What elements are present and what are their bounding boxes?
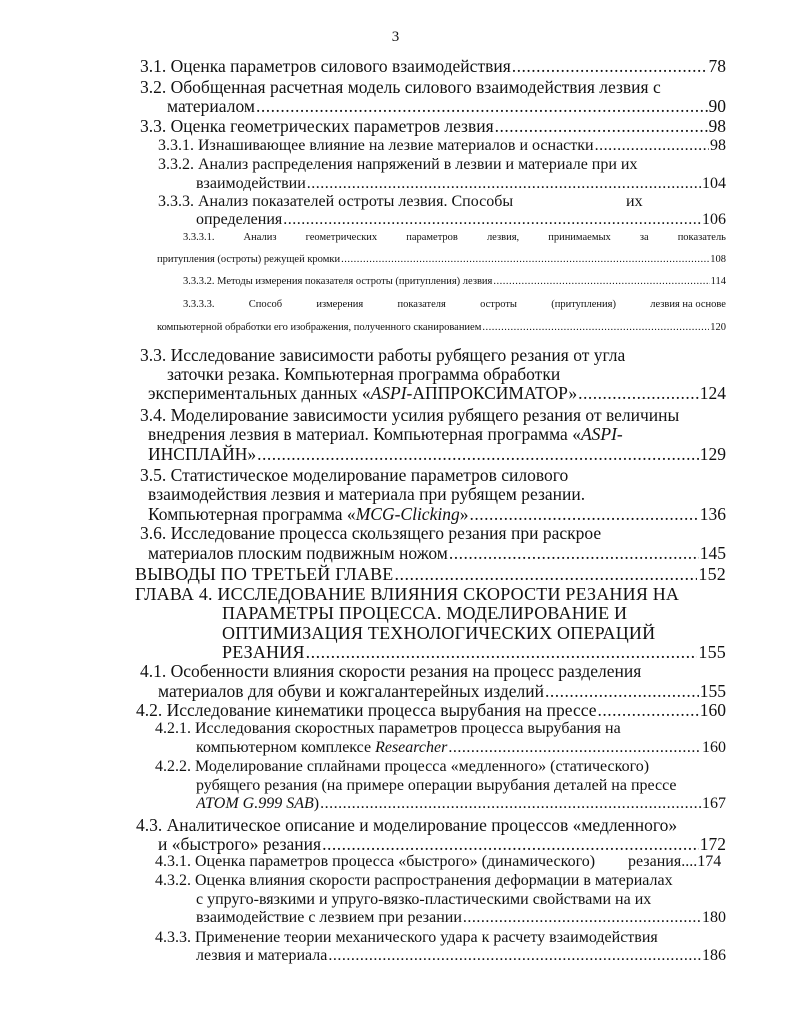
toc-entry-3-2-line1[interactable]: 3.2. Обобщенная расчетная модель силового взаимодействия лезвия с: [140, 77, 661, 97]
toc-entry-title: ВЫВОДЫ ПО ТРЕТЬЕЙ ГЛАВЕ: [135, 564, 394, 584]
dot-leader: [578, 383, 699, 403]
dot-leader: [512, 56, 708, 76]
toc-page-number: 78: [708, 56, 726, 76]
toc-chapter-4-line2[interactable]: ПАРАМЕТРЫ ПРОЦЕССА. МОДЕЛИРОВАНИЕ И: [222, 603, 628, 623]
toc-entry-3-4-line1[interactable]: 3.4. Моделирование зависимости усилия рубящего резания от величины: [140, 405, 680, 425]
toc-entry-3-2[interactable]: [167, 96, 726, 116]
toc-page-number: 155: [699, 681, 726, 701]
toc-entry-title: взаимодействии: [196, 175, 306, 192]
toc-entry-4-3-2-line1[interactable]: 4.3.2. Оценка влияния скорости распространения деформации в материалах: [155, 872, 673, 889]
dot-leader: [597, 700, 698, 720]
word: остроты: [480, 299, 517, 310]
toc-page-number: 108: [710, 254, 726, 265]
toc-entry-3-1[interactable]: [140, 56, 726, 76]
toc-entry-4-2-1-line1[interactable]: 4.2.1. Исследования скоростных параметров процесса вырубания на: [155, 720, 621, 737]
toc-entry-4-1[interactable]: [158, 681, 726, 701]
toc-entry-title: материалом: [167, 96, 255, 116]
toc-entry-3-4-line2[interactable]: внедрения лезвия в материал. Компьютерная программа «ASPI-: [148, 424, 623, 444]
dot-leader: [283, 210, 701, 230]
word: геометрических: [305, 232, 378, 243]
toc-page-number: 124: [699, 383, 726, 403]
toc-entry-conclusions[interactable]: [135, 564, 726, 584]
toc-page-number: 180: [702, 909, 726, 926]
toc-entry-3-3-2[interactable]: [196, 174, 726, 194]
toc-entry-4-2-2-line1[interactable]: 4.2.2. Моделирование сплайнами процесса «медленного» (статического): [155, 758, 650, 775]
toc-entry-3-3-3-1-line1[interactable]: [183, 228, 726, 248]
toc-entry-3-3-3-3-line1[interactable]: [183, 295, 726, 315]
word: (притупления): [551, 299, 616, 310]
toc-entry-3-3-2-line1[interactable]: 3.3.2. Анализ распределения напряжений в лезвии и материале при их: [158, 156, 638, 173]
toc-entry-title: Компьютерная программа «MCG-Clicking»: [148, 504, 469, 524]
toc-page-number: 160: [699, 700, 726, 720]
toc-entry-title-end: резания....174: [628, 853, 722, 870]
toc-entry-4-3-1[interactable]: [155, 852, 726, 872]
toc-entry-title: экспериментальных данных «ASPI-АППРОКСИМАТОР»: [148, 383, 578, 403]
toc-entry-3-3-3-1[interactable]: [157, 250, 726, 270]
word: показатель: [677, 232, 726, 243]
toc-entry-title: 3.3.1. Изнашивающее влияние на лезвие материалов и оснастки: [158, 137, 594, 154]
dot-leader: [449, 543, 699, 563]
toc-entry-3-5-line1[interactable]: 3.5. Статистическое моделирование параметров силового: [140, 465, 569, 485]
toc-entry-3-3[interactable]: [140, 116, 726, 136]
toc-entry-4-2-2-line2[interactable]: рубящего резания (на примере операции вырубания деталей на прессе: [196, 777, 677, 794]
dot-leader: [469, 504, 698, 524]
toc-page-number: 136: [699, 504, 726, 524]
toc-page-number: 98: [708, 116, 726, 136]
toc-entry-4-3-2-line2[interactable]: с упруго-вязкими и упруго-вязко-пластическими свойствами на их: [196, 891, 652, 908]
toc-page-number: 114: [710, 276, 726, 287]
toc-entry-title: 4.3.1. Оценка параметров процесса «быстрого» (динамического): [155, 853, 596, 870]
toc-entry-3-6[interactable]: [148, 543, 726, 563]
dot-leader: [257, 444, 699, 464]
word: лезвия на основе: [650, 299, 726, 310]
dot-leader: [595, 136, 709, 156]
toc-entry-title: и «быстрого» резания: [158, 834, 322, 854]
toc-page-number: 104: [702, 175, 726, 192]
toc-page-number: 155: [698, 642, 726, 662]
toc-entry-4-2[interactable]: [136, 700, 726, 720]
toc-entry-3-3b[interactable]: [148, 383, 726, 403]
toc-entry-3-3-3-3[interactable]: [157, 318, 726, 338]
dot-leader: [306, 642, 698, 662]
dot-leader: [482, 318, 709, 338]
toc-page-number: 174: [697, 853, 722, 870]
word: 3.3.3.1.: [183, 232, 215, 243]
toc-entry-4-1-line1[interactable]: 4.1. Особенности влияния скорости резания на процесс разделения: [140, 661, 642, 681]
toc-entry-4-3[interactable]: [158, 834, 726, 854]
dot-leader: [322, 834, 699, 854]
dot-leader: [307, 174, 701, 194]
toc-entry-title: притупления (остроты) режущей кромки: [157, 254, 341, 265]
dot-leader: [256, 96, 708, 116]
toc-page-number: 106: [702, 211, 726, 228]
toc-page-number: 167: [702, 795, 726, 812]
toc-entry-3-4[interactable]: [148, 444, 726, 464]
toc-entry-4-3-2[interactable]: [196, 908, 726, 928]
toc-page-number: 186: [702, 947, 726, 964]
word: лезвия,: [486, 232, 520, 243]
toc-entry-3-3b-line2[interactable]: заточки резака. Компьютерная программа обработки: [167, 364, 561, 384]
toc-entry-title: материалов плоским подвижным ножом: [148, 543, 448, 563]
dot-leader: [320, 794, 701, 814]
toc-page-number: 160: [702, 739, 726, 756]
dot-leader: [493, 272, 709, 292]
dot-leader: [545, 681, 699, 701]
dot-leader: [341, 250, 709, 270]
word: принимаемых: [548, 232, 611, 243]
toc-entry-4-3-3[interactable]: [196, 946, 726, 966]
toc-entry-title: 4.2. Исследование кинематики процесса вырубания на прессе: [136, 700, 597, 720]
toc-entry-title: 3.3. Оценка геометрических параметров лезвия: [140, 116, 494, 136]
page-number: 3: [391, 29, 400, 45]
toc-chapter-4[interactable]: [222, 642, 726, 662]
toc-page-number: 120: [710, 322, 726, 333]
toc-entry-title: компьютерной обработки его изображения, полученного сканированием: [157, 322, 482, 333]
toc-entry-title: определения: [196, 211, 283, 228]
toc-entry-3-3-3-2[interactable]: [183, 272, 726, 292]
toc-entry-4-3-line1[interactable]: 4.3. Аналитическое описание и моделирование процессов «медленного»: [136, 815, 678, 835]
word: параметров: [406, 232, 458, 243]
dot-leader: [463, 908, 701, 928]
word: 3.3.3.3.: [183, 299, 215, 310]
toc-entry-title: взаимодействие с лезвием при резании: [196, 909, 462, 926]
word: измерения: [316, 299, 364, 310]
toc-entry-3-3-3[interactable]: [196, 210, 726, 230]
dot-leader: [328, 946, 701, 966]
toc-entry-3-5-line2[interactable]: взаимодействия лезвия и материала при рубящем резании.: [148, 484, 586, 504]
toc-page-number: 129: [699, 444, 726, 464]
toc-entry-4-2-1[interactable]: [196, 738, 726, 758]
word: Анализ: [243, 232, 277, 243]
toc-entry-title: ATOM G.999 SAB): [196, 795, 320, 812]
toc-entry-title: компьютерном комплексе Researcher: [196, 739, 448, 756]
toc-entry-3-3b-line1[interactable]: 3.3. Исследование зависимости работы рубящего резания от угла: [140, 345, 626, 365]
toc-entry-title: 3.3.3.2. Методы измерения показателя остроты (притупления) лезвия: [183, 276, 493, 287]
toc-entry-3-5[interactable]: [148, 504, 726, 524]
dot-leader: [394, 564, 697, 584]
toc-entry-3-3-1[interactable]: [158, 136, 726, 156]
toc-entry-4-3-3-line1[interactable]: 4.3.3. Применение теории механического удара к расчету взаимодействия: [155, 929, 658, 946]
toc-entry-3-3-3-line1[interactable]: [158, 192, 646, 212]
toc-entry-title: РЕЗАНИЯ: [222, 642, 305, 662]
toc-chapter-4-line3[interactable]: ОПТИМИЗАЦИЯ ТЕХНОЛОГИЧЕСКИХ ОПЕРАЦИЙ: [222, 623, 656, 643]
toc-entry-3-6-line1[interactable]: 3.6. Исследование процесса скользящего резания при раскрое: [140, 523, 602, 543]
toc-entry-title: лезвия и материала: [196, 947, 328, 964]
toc-page-number: 145: [699, 543, 726, 563]
toc-entry-title: материалов для обуви и кожгалантерейных изделий: [158, 681, 545, 701]
word: Способ: [248, 299, 283, 310]
word: показателя: [397, 299, 446, 310]
toc-page-number: 90: [708, 96, 726, 116]
toc-entry-title-end: их: [626, 193, 643, 210]
toc-page-number: 172: [699, 834, 726, 854]
dot-leader: [495, 116, 708, 136]
toc-entry-4-2-2[interactable]: [196, 794, 726, 814]
toc-page-number: 152: [698, 564, 726, 584]
dot-leader: [448, 738, 701, 758]
toc-entry-title: 3.3.3. Анализ показателей остроты лезвия. Способы: [158, 193, 514, 210]
word: за: [639, 232, 649, 243]
toc-chapter-4-line1[interactable]: ГЛАВА 4. ИССЛЕДОВАНИЕ ВЛИЯНИЯ СКОРОСТИ РЕЗАНИЯ НА: [135, 584, 680, 604]
toc-entry-title: 3.1. Оценка параметров силового взаимодействия: [140, 56, 511, 76]
toc-page-number: 98: [710, 137, 726, 154]
toc-entry-title: ИНСПЛАЙН»: [148, 444, 257, 464]
